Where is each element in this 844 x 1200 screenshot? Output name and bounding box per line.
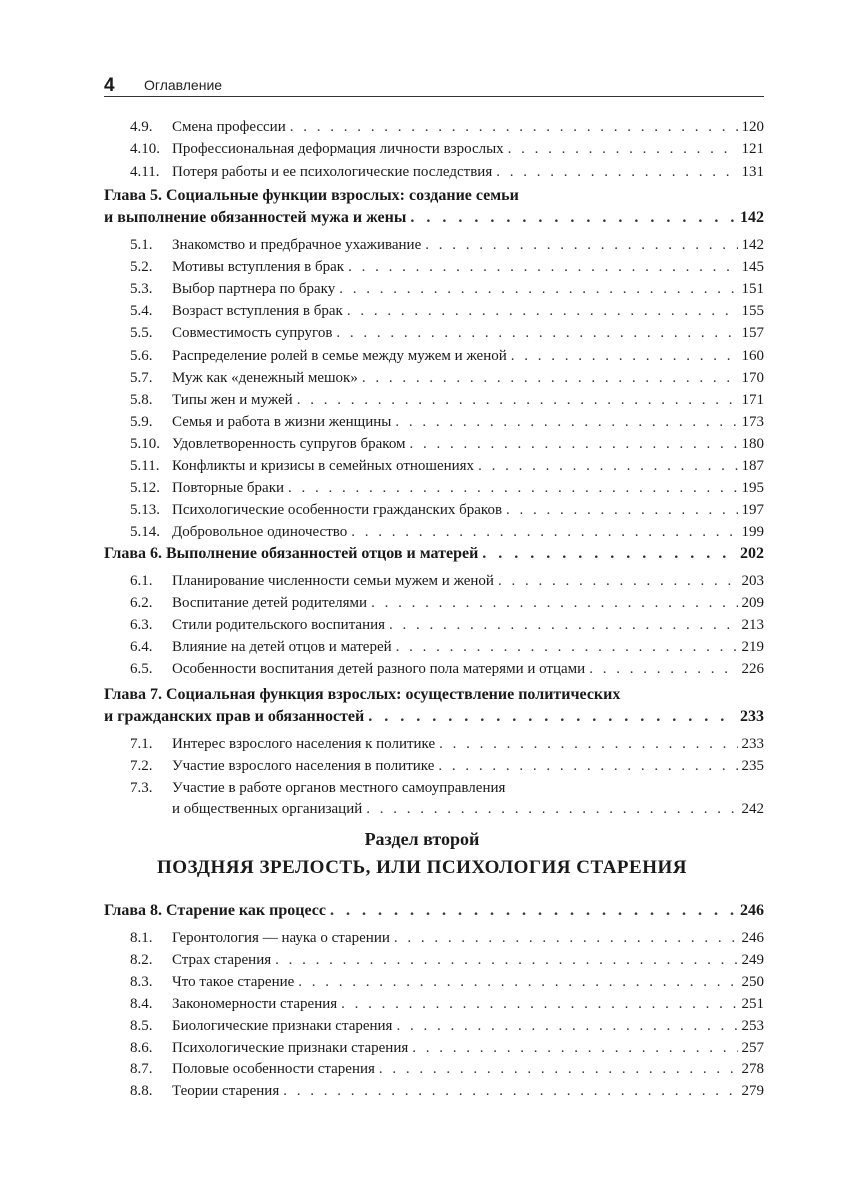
page-number: 4 bbox=[104, 75, 115, 96]
entry-title: Планирование численности семьи мужем и женой bbox=[172, 573, 494, 589]
toc-entry[interactable] bbox=[130, 116, 764, 138]
toc-entry[interactable] bbox=[130, 433, 764, 455]
entry-page: 249 bbox=[741, 951, 764, 968]
toc-entry[interactable] bbox=[130, 993, 764, 1015]
chapter-5-heading[interactable] bbox=[104, 207, 764, 229]
entry-number: 6.2. bbox=[130, 595, 153, 611]
toc-entry[interactable] bbox=[130, 636, 764, 658]
entry-number: 8.8. bbox=[130, 1083, 153, 1100]
entry-title: Что такое старение bbox=[172, 973, 295, 990]
toc-entry[interactable] bbox=[130, 733, 764, 755]
dot-leader bbox=[478, 455, 737, 477]
toc-entry[interactable] bbox=[130, 389, 764, 411]
dot-leader bbox=[341, 993, 737, 1015]
dot-leader bbox=[330, 900, 736, 922]
dot-leader bbox=[348, 256, 737, 278]
chapter-title: Глава 8. Старение как процесс bbox=[104, 902, 326, 919]
entry-number: 5.5. bbox=[130, 325, 153, 342]
entry-title: Распределение ролей в семье между мужем и женой bbox=[172, 347, 507, 364]
entry-number: 6.1. bbox=[130, 573, 153, 589]
toc-entry[interactable] bbox=[130, 614, 764, 636]
dot-leader bbox=[371, 592, 737, 614]
dot-leader bbox=[589, 658, 737, 680]
toc-entry[interactable] bbox=[130, 278, 764, 300]
entry-page: 213 bbox=[741, 617, 764, 633]
entry-title: Профессиональная деформация личности взрослых bbox=[172, 141, 504, 158]
dot-leader bbox=[412, 1037, 737, 1059]
entry-number: 8.5. bbox=[130, 1017, 153, 1034]
entry-number: 5.8. bbox=[130, 391, 153, 408]
chapter-7-heading[interactable] bbox=[104, 706, 764, 728]
dot-leader bbox=[339, 278, 737, 300]
running-title: Оглавление bbox=[144, 77, 223, 93]
entry-title: Добровольное одиночество bbox=[172, 524, 348, 541]
dot-leader bbox=[396, 636, 738, 658]
entry-page: 171 bbox=[741, 391, 764, 408]
entry-number: 7.1. bbox=[130, 736, 153, 752]
entry-number: 8.1. bbox=[130, 930, 153, 946]
toc-entry[interactable] bbox=[130, 161, 764, 183]
toc-entry[interactable] bbox=[130, 234, 764, 256]
entry-page: 131 bbox=[741, 163, 764, 180]
dot-leader bbox=[283, 1080, 737, 1102]
entry-number: 5.7. bbox=[130, 369, 153, 386]
entry-page: 120 bbox=[741, 119, 764, 135]
entry-page: 209 bbox=[741, 595, 764, 611]
entry-title: Теории старения bbox=[172, 1083, 280, 1100]
part-title: ПОЗДНЯЯ ЗРЕЛОСТЬ, ИЛИ ПСИХОЛОГИЯ СТАРЕНИЯ bbox=[157, 857, 687, 878]
dot-leader bbox=[410, 433, 738, 455]
entry-page: 246 bbox=[741, 930, 764, 946]
entry-title: Воспитание детей родителями bbox=[172, 595, 368, 611]
part-label: Раздел второй bbox=[364, 829, 480, 849]
dot-leader bbox=[290, 116, 738, 138]
dot-leader bbox=[482, 543, 736, 565]
dot-leader bbox=[297, 389, 738, 411]
entry-title-cont: и общественных организаций bbox=[172, 801, 363, 817]
dot-leader bbox=[275, 949, 737, 971]
chapter-5-title-line1: Глава 5. Социальные функции взрослых: создание семьи bbox=[104, 187, 519, 204]
entry-title: Психологические особенности гражданских браков bbox=[172, 502, 503, 519]
entry-title: Закономерности старения bbox=[172, 995, 338, 1012]
dot-leader bbox=[438, 755, 737, 777]
entry-title: Типы жен и мужей bbox=[172, 391, 293, 408]
toc-entry[interactable] bbox=[130, 300, 764, 322]
entry-page: 157 bbox=[741, 325, 764, 342]
dot-leader bbox=[347, 300, 738, 322]
entry-number: 5.1. bbox=[130, 237, 153, 253]
toc-entry[interactable] bbox=[130, 521, 764, 543]
entry-title: Повторные браки bbox=[172, 480, 285, 497]
toc-entry[interactable] bbox=[130, 499, 764, 521]
entry-title: Биологические признаки старения bbox=[172, 1017, 393, 1034]
entry-page: 170 bbox=[741, 369, 764, 386]
dot-leader bbox=[389, 614, 737, 636]
entry-title: Смена профессии bbox=[172, 119, 286, 135]
entry-title: Муж как «денежный мешок» bbox=[172, 369, 358, 386]
chapter-title: и выполнение обязанностей мужа и жены bbox=[104, 209, 407, 226]
dot-leader bbox=[425, 234, 737, 256]
dot-leader bbox=[508, 138, 738, 160]
entry-number: 7.3. bbox=[130, 780, 153, 796]
entry-page: 219 bbox=[741, 639, 764, 655]
entry-number: 7.2. bbox=[130, 758, 153, 774]
entry-number: 4.11. bbox=[130, 163, 160, 180]
entry-page: 195 bbox=[741, 480, 764, 497]
dot-leader bbox=[362, 367, 738, 389]
entry-title: Стили родительского воспитания bbox=[172, 617, 386, 633]
dot-leader bbox=[298, 971, 737, 993]
entry-title: Мотивы вступления в брак bbox=[172, 259, 345, 276]
entry-page: 180 bbox=[741, 435, 764, 452]
dot-leader bbox=[410, 207, 736, 229]
entry-number: 6.4. bbox=[130, 639, 153, 655]
entry-title: Влияние на детей отцов и матерей bbox=[172, 639, 392, 655]
entry-title: Интерес взрослого населения к политике bbox=[172, 736, 436, 752]
toc-entry[interactable] bbox=[130, 455, 764, 477]
chapter-title: и гражданских прав и обязанностей bbox=[104, 708, 365, 725]
entry-title: Страх старения bbox=[172, 951, 272, 968]
entry-page: 279 bbox=[741, 1083, 764, 1100]
chapter-8-heading[interactable] bbox=[104, 900, 764, 922]
entry-title: Участие в работе органов местного самоуправления bbox=[172, 780, 506, 796]
entry-page: 151 bbox=[741, 281, 764, 298]
entry-title: Психологические признаки старения bbox=[172, 1039, 409, 1056]
entry-number: 8.3. bbox=[130, 973, 153, 990]
dot-leader bbox=[368, 706, 736, 728]
toc-entry[interactable] bbox=[130, 1058, 764, 1080]
entry-number: 8.4. bbox=[130, 995, 153, 1012]
entry-number: 8.7. bbox=[130, 1061, 153, 1078]
entry-number: 8.6. bbox=[130, 1039, 153, 1056]
entry-number: 4.9. bbox=[130, 119, 153, 135]
toc-entry[interactable] bbox=[130, 971, 764, 993]
dot-leader bbox=[351, 521, 737, 543]
entry-number: 6.3. bbox=[130, 617, 153, 633]
entry-number: 5.11. bbox=[130, 458, 160, 474]
entry-title: Семья и работа в жизни женщины bbox=[172, 413, 392, 430]
entry-number: 8.2. bbox=[130, 951, 153, 968]
entry-title: Знакомство и предбрачное ухаживание bbox=[172, 237, 422, 253]
toc-entry[interactable] bbox=[130, 322, 764, 344]
entry-page: 197 bbox=[741, 502, 764, 519]
toc-entry[interactable] bbox=[130, 256, 764, 278]
entry-title: Геронтология — наука о старении bbox=[172, 930, 390, 946]
toc-entry[interactable] bbox=[130, 755, 764, 777]
toc-entry[interactable] bbox=[130, 138, 764, 160]
toc-entry[interactable] bbox=[130, 345, 764, 367]
entry-page: 142 bbox=[741, 237, 764, 253]
toc-entry[interactable] bbox=[130, 1015, 764, 1037]
chapter-page: 233 bbox=[740, 708, 764, 725]
toc-entry[interactable] bbox=[130, 949, 764, 971]
entry-number: 6.5. bbox=[130, 661, 153, 677]
entry-number: 5.2. bbox=[130, 259, 153, 276]
entry-page: 251 bbox=[741, 995, 764, 1012]
entry-title: Возраст вступления в брак bbox=[172, 303, 343, 320]
toc-entry[interactable] bbox=[130, 570, 764, 592]
entry-number: 5.12. bbox=[130, 480, 160, 497]
entry-page: 187 bbox=[741, 458, 764, 474]
dot-leader bbox=[288, 477, 737, 499]
entry-page: 250 bbox=[741, 973, 764, 990]
toc-entry[interactable] bbox=[130, 658, 764, 680]
entry-page: 203 bbox=[741, 573, 764, 589]
toc-entry-line1[interactable] bbox=[130, 777, 764, 799]
toc-entry[interactable] bbox=[130, 367, 764, 389]
dot-leader bbox=[336, 322, 737, 344]
entry-title: Потеря работы и ее психологические последствия bbox=[172, 163, 493, 180]
entry-page: 253 bbox=[741, 1017, 764, 1034]
toc-entry[interactable] bbox=[130, 1080, 764, 1102]
entry-title: Выбор партнера по браку bbox=[172, 281, 336, 298]
entry-number: 5.14. bbox=[130, 524, 160, 541]
dot-leader bbox=[498, 570, 738, 592]
chapter-page: 202 bbox=[740, 545, 764, 562]
chapter-page: 246 bbox=[740, 902, 764, 919]
dot-leader bbox=[394, 927, 738, 949]
entry-page: 233 bbox=[741, 736, 764, 752]
dot-leader bbox=[379, 1058, 738, 1080]
entry-number: 4.10. bbox=[130, 141, 160, 158]
chapter-title: Глава 6. Выполнение обязанностей отцов и матерей bbox=[104, 545, 479, 562]
entry-number: 5.10. bbox=[130, 435, 160, 452]
entry-page: 199 bbox=[741, 524, 764, 541]
entry-title: Совместимость супругов bbox=[172, 325, 333, 342]
entry-title: Конфликты и кризисы в семейных отношениях bbox=[172, 458, 475, 474]
entry-page: 226 bbox=[741, 661, 764, 677]
toc-entry[interactable] bbox=[130, 1037, 764, 1059]
dot-leader bbox=[496, 161, 737, 183]
dot-leader bbox=[366, 798, 737, 820]
entry-title: Участие взрослого населения в политике bbox=[172, 758, 435, 774]
toc-entry[interactable] bbox=[130, 927, 764, 949]
entry-page: 121 bbox=[741, 141, 764, 158]
toc-entry[interactable] bbox=[130, 592, 764, 614]
entry-number: 5.9. bbox=[130, 413, 153, 430]
toc-entry[interactable] bbox=[130, 411, 764, 433]
entry-page: 145 bbox=[741, 259, 764, 276]
entry-page: 242 bbox=[741, 801, 764, 817]
entry-page: 160 bbox=[741, 347, 764, 364]
chapter-7-title-line1: Глава 7. Социальная функция взрослых: осуществление политических bbox=[104, 686, 621, 703]
entry-title: Особенности воспитания детей разного пола матерями и отцами bbox=[172, 661, 586, 677]
entry-page: 278 bbox=[741, 1061, 764, 1078]
entry-title: Половые особенности старения bbox=[172, 1061, 375, 1078]
entry-number: 5.4. bbox=[130, 303, 153, 320]
dot-leader bbox=[511, 345, 738, 367]
chapter-page: 142 bbox=[740, 209, 764, 226]
entry-number: 5.3. bbox=[130, 281, 153, 298]
entry-number: 5.13. bbox=[130, 502, 160, 519]
entry-number: 5.6. bbox=[130, 347, 153, 364]
toc-entry[interactable] bbox=[172, 798, 764, 820]
dot-leader bbox=[506, 499, 737, 521]
dot-leader bbox=[439, 733, 737, 755]
chapter-6-heading[interactable] bbox=[104, 543, 764, 565]
entry-page: 173 bbox=[741, 413, 764, 430]
toc-entry[interactable] bbox=[130, 477, 764, 499]
entry-page: 257 bbox=[741, 1039, 764, 1056]
entry-title: Удовлетворенность супругов браком bbox=[172, 435, 406, 452]
entry-page: 155 bbox=[741, 303, 764, 320]
entry-page: 235 bbox=[741, 758, 764, 774]
dot-leader bbox=[395, 411, 737, 433]
dot-leader bbox=[396, 1015, 737, 1037]
